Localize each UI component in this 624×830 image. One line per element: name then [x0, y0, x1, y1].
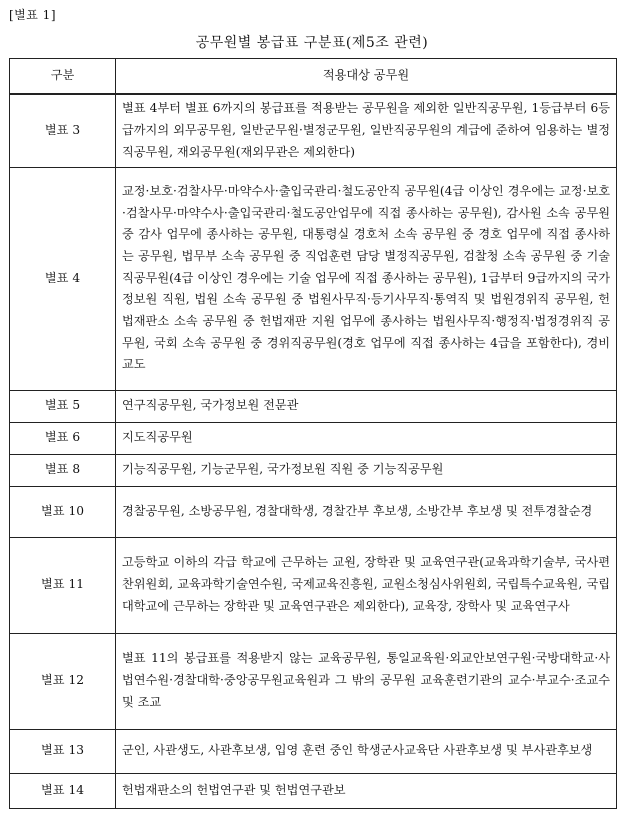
table-row [10, 422, 617, 454]
row-category: 별표 12 [10, 633, 116, 729]
row-category: 별표 11 [10, 537, 116, 633]
row-category: 별표 5 [10, 390, 116, 422]
row-description: 지도직공무원 [116, 422, 617, 454]
column-header-target: 적용대상 공무원 [116, 59, 617, 95]
table-header-row [10, 59, 617, 95]
table-row [10, 167, 617, 390]
table-row [10, 94, 617, 167]
table-row [10, 486, 617, 537]
table-row [10, 773, 617, 808]
row-description: 교정·보호·검찰사무·마약수사·출입국관리·철도공안직 공무원(4급 이상인 경우에는 교정·보호·검찰사무·마약수사·출입국관리·철도공안업무에 직접 종사하는 공무원), 감사원 소속 공무원 중 감사 업무에 종사하는 공무원, 대통령실 경호처 소속 공무원 중 경호 업무에 직접 종사하는 공무원, 법무부 소속 공무원 중 직업훈련 담당 별정직공무원, 검찰청 소속 공무원 중 기술직공무원(4급 이상인 경우에는 기술 업무에 직접 종사하는 공무원), 1급부터 9급까지의 국가정보원 직원, 법원 소속 공무원 중 법원사무직·등기사무직·통역직 및 법원경위직 공무원, 헌법재판소 소속 공무원 중 헌법재판 지원 업무에 종사하는 법원사무직·행정직·법정경위직 공무원, 국회 소속 공무원 중 경위직공무원(경호 업무에 직접 종사하는 4급을 포함한다), 경비교도 [116, 167, 617, 390]
row-description: 군인, 사관생도, 사관후보생, 입영 훈련 중인 학생군사교육단 사관후보생 및 부사관후보생 [116, 729, 617, 773]
row-description: 고등학교 이하의 각급 학교에 근무하는 교원, 장학관 및 교육연구관(교육과학기술부, 국사편찬위원회, 교육과학기술연수원, 국제교육진흥원, 교원소청심사위원회, 국립특수교육원, 국립대학교에 근무하는 장학관 및 교육연구관은 제외한다), 교육장, 장학사 및 교육연구사 [116, 537, 617, 633]
table-row [10, 729, 617, 773]
row-category: 별표 6 [10, 422, 116, 454]
table-row [10, 633, 617, 729]
row-category: 별표 3 [10, 94, 116, 167]
row-description: 별표 11의 봉급표를 적용받지 않는 교육공무원, 통일교육원·외교안보연구원·국방대학교·사법연수원·경찰대학·중앙공무원교육원과 그 밖의 공무원 교육훈련기관의 교수·부교수·조교수 및 조교 [116, 633, 617, 729]
row-description: 헌법재판소의 헌법연구관 및 헌법연구관보 [116, 773, 617, 808]
row-description: 연구직공무원, 국가정보원 전문관 [116, 390, 617, 422]
row-category: 별표 8 [10, 454, 116, 486]
column-header-category: 구분 [10, 59, 116, 95]
row-description: 경찰공무원, 소방공무원, 경찰대학생, 경찰간부 후보생, 소방간부 후보생 및 전투경찰순경 [116, 486, 617, 537]
row-description: 별표 4부터 별표 6까지의 봉급표를 적용받는 공무원을 제외한 일반직공무원, 1등급부터 6등급까지의 외무공무원, 일반군무원·별정군무원, 일반직공무원의 계급에 준하여 임용하는 별정직공무원, 재외공무원(재외무관은 제외한다) [116, 94, 617, 167]
row-description: 기능직공무원, 기능군무원, 국가정보원 직원 중 기능직공무원 [116, 454, 617, 486]
document-title: 공무원별 봉급표 구분표(제5조 관련) [195, 35, 429, 51]
table-row [10, 454, 617, 486]
classification-table [9, 58, 617, 809]
appendix-tag: [별표 1] [9, 8, 56, 22]
table-row [10, 390, 617, 422]
row-category: 별표 13 [10, 729, 116, 773]
table-row [10, 537, 617, 633]
row-category: 별표 10 [10, 486, 116, 537]
row-category: 별표 14 [10, 773, 116, 808]
row-category: 별표 4 [10, 167, 116, 390]
